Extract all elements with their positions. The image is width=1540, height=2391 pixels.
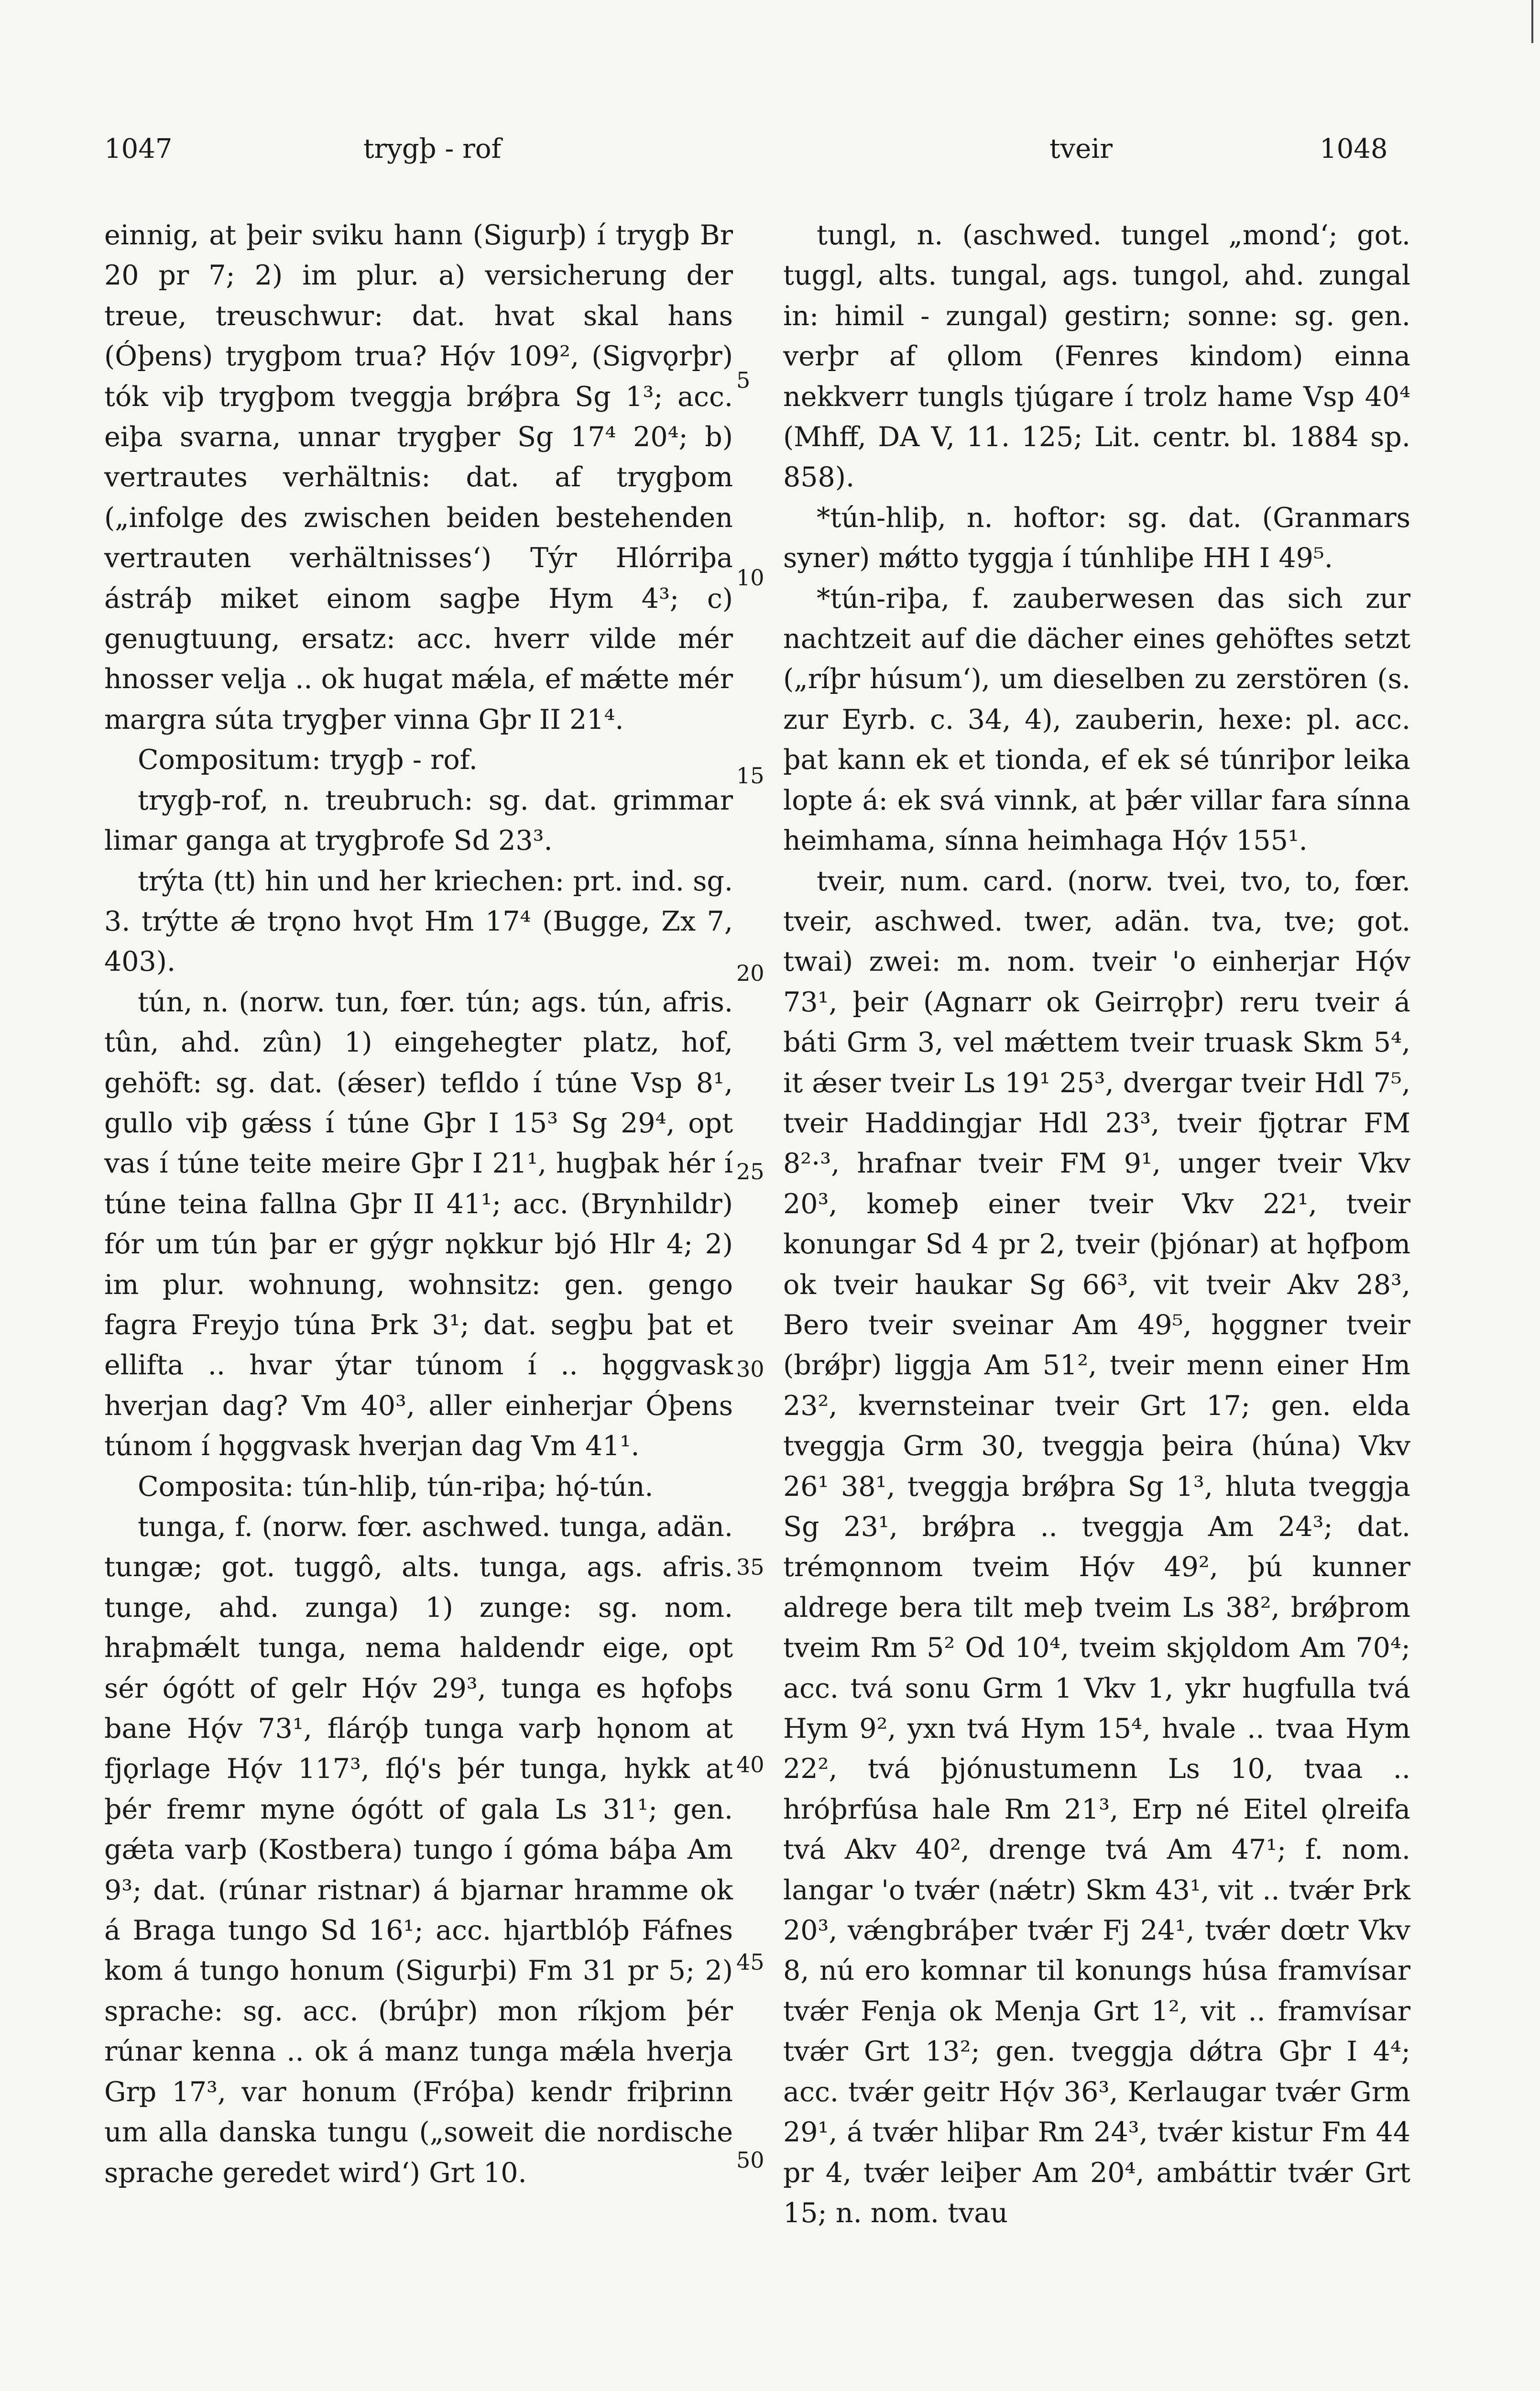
page-number-left: 1047 (104, 133, 173, 165)
running-head-right: tveir (1049, 133, 1113, 165)
line-number: 45 (736, 1949, 765, 1975)
entry-tun-ritha: *tún-riþa, f. zauberwesen das sich zur nachtzeit auf die dächer eines gehöftes setzt („ríþr húsum‘), um dieselben zu zerstören (s. zur Eyrb. c. 34, 4), zauberin, hexe: pl. acc. þat kann ek et tionda, ef ek sé túnriþor leika lopte á: ek svá vinnk, at þǽr villar fara sínna heimhama, sínna heimhaga Hǫ́v 155¹. (783, 582, 1410, 857)
entry-compositum: Compositum: trygþ - rof. (138, 744, 478, 776)
line-number: 10 (736, 565, 765, 591)
page-edge-mark (1531, 0, 1533, 43)
left-column (104, 215, 733, 2193)
entry-tungl: tungl, n. (aschwed. tungel „mond‘; got. tuggl, alts. tungal, ags. tungol, ahd. zungal in: himil - zungal) gestirn; sonne: sg. gen. verþr af ǫllom (Fenres kindom) einna nekkverr tungls tjúgare í trolz hame Vsp 40⁴ (Mhff, DA V, 11. 125; Lit. centr. bl. 1884 sp. 858). (783, 219, 1410, 494)
line-number: 25 (736, 1159, 765, 1185)
entry-tveir: tveir, num. card. (norw. tvei, tvo, to, fœr. tveir, aschwed. twer, adän. tva, tve; got. twai) zwei: m. nom. tveir 'o einherjar Hǫ́v 73¹, þeir (Agnarr ok Geirrǫþr) reru tveir á báti Grm 3, vel mǽttem tveir truask Skm 5⁴, it ǽser tveir Ls 19¹ 25³, dvergar tveir Hdl 7⁵, tveir Haddingjar Hdl 23³, tveir fjǫtrar FM 8²·³, hrafnar tveir FM 9¹, unger tveir Vkv 20³, komeþ einer tveir Vkv 22¹, tveir konungar Sd 4 pr 2, tveir (þjónar) at hǫfþom ok tveir haukar Sg 66³, vit tveir Akv 28³, Bero tveir sveinar Am 49⁵, hǫggner tveir (brǿþr) liggja Am 51², tveir menn einer Hm 23², kvernsteinar tveir Grt 17; gen. elda tveggja Grm 30, tveggja þeira (húna) Vkv 26¹ 38¹, tveggja brǿþra Sg 1³, hluta tveggja Sg 23¹, brǿþra .. tveggja Am 24³; dat. trémǫnnom tveim Hǫ́v 49², þú kunner aldrege bera tilt meþ tveim Ls 38², brǿþrom tveim Rm 5² Od 10⁴, tveim skjǫldom Am 70⁴; acc. tvá sonu Grm 1 Vkv 1, ykr hugfulla tvá Hym 9², yxn tvá Hym 15⁴, hvale .. tvaa Hym 22², tvá þjónustumenn Ls 10, tvaa .. hróþrfúsa hale Rm 21³, Erp né Eitel ǫlreifa tvá Akv 40², drenge tvá Am 47¹; f. nom. langar 'o tvǽr (nǽtr) Skm 43¹, vit .. tvǽr Þrk 20³, vǽngbráþer tvǽr Fj 24¹, tvǽr dœtr Vkv 8, nú ero komnar til konungs húsa framvísar tvǽr Fenja ok Menja Grt 1², vit .. framvísar tvǽr Grt 13²; gen. tveggja dǿtra Gþr I 4⁴; acc. tvǽr geitr Hǫ́v 36³, Kerlaugar tvǽr Grm 29¹, á tvǽr hliþar Rm 24³, tvǽr kistur Fm 44 pr 4, tvǽr leiþer Am 20⁴, ambáttir tvǽr Grt 15; n. nom. tvau (783, 865, 1410, 2229)
line-number: 5 (736, 367, 751, 393)
running-head-left: trygþ - rof (363, 133, 502, 165)
line-number: 15 (736, 763, 765, 789)
page-number-right: 1048 (1320, 133, 1388, 165)
line-number: 20 (736, 960, 765, 986)
right-column (783, 215, 1410, 2233)
line-number: 30 (736, 1356, 765, 1382)
entry-tunga: tunga, f. (norw. fœr. aschwed. tunga, adän. tungæ; got. tuggô, alts. tunga, ags. afris. tunge, ahd. zunga) 1) zunge: sg. nom. hraþmǽlt tunga, nema haldendr eige, opt sér ógótt of gelr Hǫ́v 29³, tunga es hǫfoþs bane Hǫ́v 73¹, flárǫ́þ tunga varþ hǫnom at fjǫrlage Hǫ́v 117³, flǫ́'s þér tunga, hykk at þér fremr myne ógótt of gala Ls 31¹; gen. gǽta varþ (Kostbera) tungo í góma báþa Am 9³; dat. (rúnar ristnar) á bjarnar hramme ok á Braga tungo Sd 16¹; acc. hjartblóþ Fáfnes kom á tungo honum (Sigurþi) Fm 31 pr 5; 2) sprache: sg. acc. (brúþr) mon ríkjom þér rúnar kenna .. ok á manz tunga mǽla hverja Grp 17³, var honum (Fróþa) kendr friþrinn um alla danska tungu („soweit die nordische sprache geredet wird‘) Grt 10. (104, 1511, 733, 2189)
entry-continuation: einnig, at þeir sviku hann (Sigurþ) í trygþ Br 20 pr 7; 2) im plur. a) versicherung der treue, treuschwur: dat. hvat skal hans (Óþens) trygþom trua? Hǫ́v 109², (Sigvǫrþr) tók viþ trygþom tveggja brǿþra Sg 1³; acc. eiþa svarna, unnar trygþer Sg 17⁴ 20⁴; b) vertrautes verhältnis: dat. af trygþom („infolge des zwischen beiden bestehenden vertrauten verhältnisses‘) Týr Hlórriþa ástráþ miket einom sagþe Hym 4³; c) genugtuung, ersatz: acc. hverr vilde mér hnosser velja .. ok hugat mǽla, ef mǽtte mér margra súta trygþer vinna Gþr II 21⁴. (104, 219, 733, 735)
entry-tryta: trýta (tt) hin und her kriechen: prt. ind. sg. 3. trýtte ǽ trǫno hvǫt Hm 17⁴ (Bugge, Zx 7, 403). (104, 865, 733, 978)
entry-tun: tún, n. (norw. tun, fœr. tún; ags. tún, afris. tûn, ahd. zûn) 1) eingehegter platz, hof, gehöft: sg. dat. (ǽser) tefldo í túne Vsp 8¹, gullo viþ gǽss í túne Gþr I 15³ Sg 29⁴, opt vas í túne teite meire Gþr I 21¹, hugþak hér í túne teina fallna Gþr II 41¹; acc. (Brynhildr) fór um tún þar er gýgr nǫkkur bjó Hlr 4; 2) im plur. wohnung, wohnsitz: gen. gengo fagra Freyjo túna Þrk 3¹; dat. segþu þat et ellifta .. hvar ýtar túnom í .. hǫggvask hverjan dag? Vm 40³, aller einherjar Óþens túnom í hǫggvask hverjan dag Vm 41¹. (104, 986, 733, 1462)
line-number: 50 (736, 2147, 765, 2173)
line-number: 40 (736, 1752, 765, 1777)
entry-composita: Composita: tún-hliþ, tún-riþa; hǫ́-tún. (138, 1470, 654, 1503)
entry-tun-hlith: *tún-hliþ, n. hoftor: sg. dat. (Granmars syner) mǿtto tyggja í túnhliþe HH I 49⁵. (783, 502, 1410, 574)
entry-trygth-rof: trygþ-rof, n. treubruch: sg. dat. grimmar limar ganga at trygþrofe Sd 23³. (104, 784, 733, 857)
line-number: 35 (736, 1554, 765, 1580)
